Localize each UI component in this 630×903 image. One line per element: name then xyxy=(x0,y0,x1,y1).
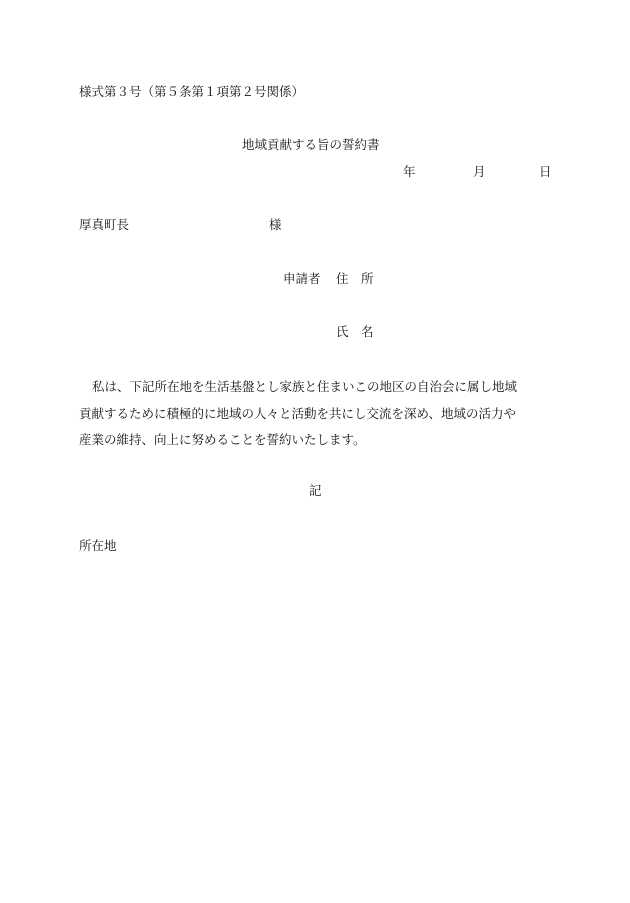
honorific: 様 xyxy=(269,217,282,232)
pledge-body-line: 私は、下記所在地を生活基盤とし家族と住まいこの地区の自治会に属し地域 xyxy=(92,379,518,394)
form-number: 様式第３号（第５条第１項第２号関係） xyxy=(79,84,305,99)
pledge-body-line: 貢献するために積極的に地域の人々と活動を共にし交流を深め、地域の活力や xyxy=(79,405,517,421)
applicant-label: 申請者 xyxy=(283,271,321,286)
document-title: 地域貢献する旨の誓約書 xyxy=(242,137,380,152)
date-day-label: 日 xyxy=(539,164,552,179)
name-label: 氏 名 xyxy=(336,324,374,339)
location-label: 所在地 xyxy=(79,538,117,553)
date-month-label: 月 xyxy=(473,164,486,179)
addressee: 厚真町長 xyxy=(79,217,130,232)
ki-heading: 記 xyxy=(309,483,322,498)
pledge-body xyxy=(79,374,553,454)
date-year-label: 年 xyxy=(403,164,416,179)
pledge-body-line: 産業の維持、向上に努めることを誓約いたします。 xyxy=(79,432,366,447)
address-label: 住 所 xyxy=(336,271,374,286)
